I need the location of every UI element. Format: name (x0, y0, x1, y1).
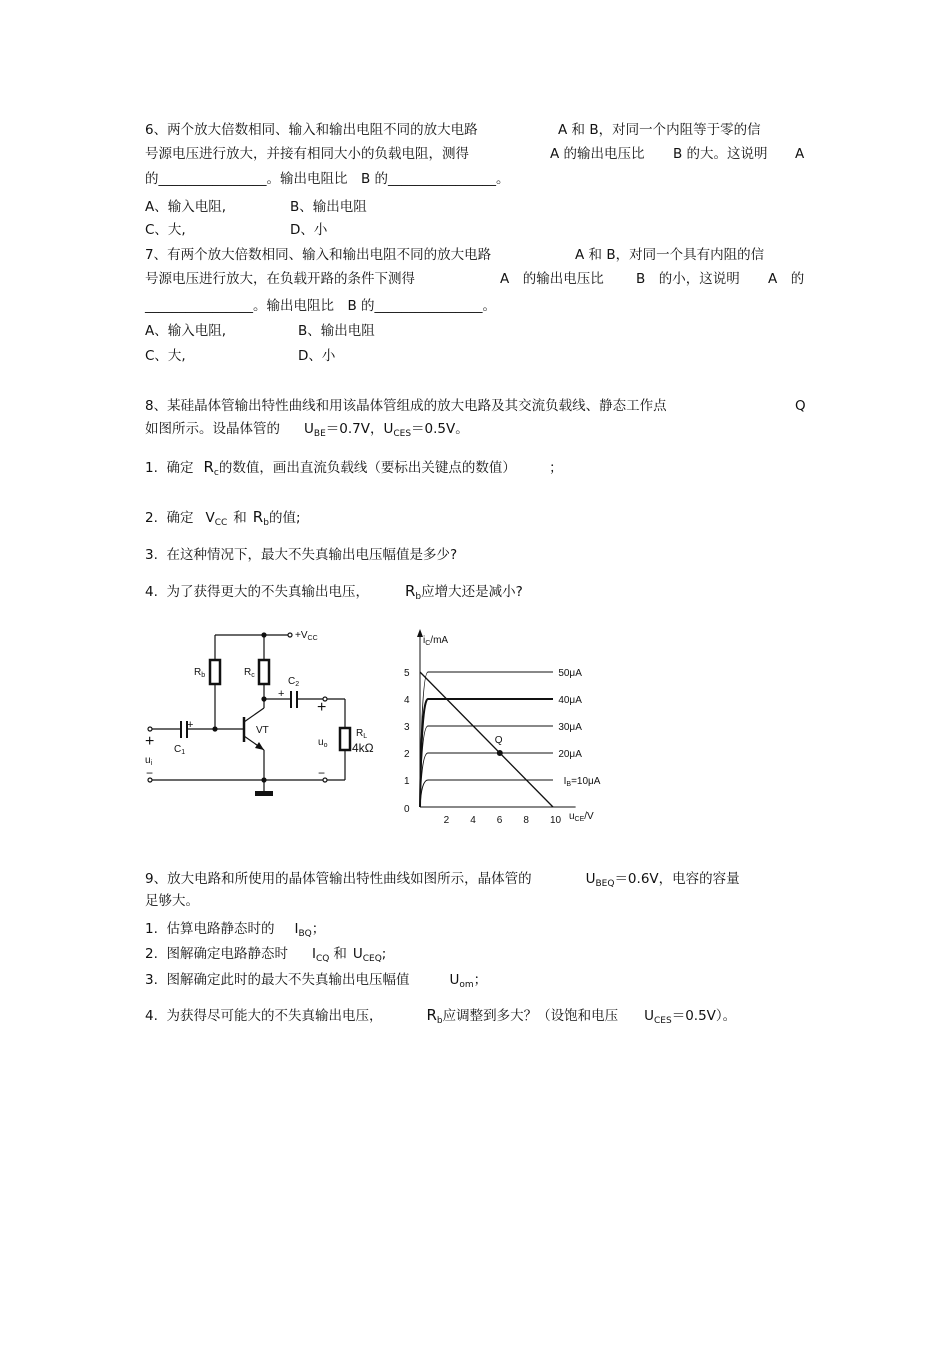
q8-ube-sub: BE (313, 429, 326, 439)
q9-item1-end: ； (311, 921, 326, 937)
vt-label: VT (256, 725, 269, 736)
vcc-label: +V (295, 630, 308, 641)
q8-line1: 8、某硅晶体管输出特性曲线和用该晶体管组成的放大电路及其交流负载线、静态工作点 (145, 398, 667, 414)
x-tick-label-4-part-0: 10 (550, 815, 562, 826)
ib-curve-label-1-part-0: 20μA (558, 749, 582, 760)
q8-item2-r: R (252, 508, 264, 526)
q9-item4 (145, 1006, 736, 1030)
svg-text:RL (356, 728, 367, 740)
ib-curve-0 (420, 780, 553, 807)
x-tick-label-0 (444, 815, 450, 826)
output-plus-sign: + (317, 699, 327, 716)
q9-item3-lead: 3. 图解确定此时的最大不失真输出电压幅值 (145, 972, 410, 988)
q7-option-a: A、输入电阻, (145, 323, 227, 339)
q8-item1-text: 的数值，画出直流负载线（要标出关键点的数值） (218, 460, 510, 476)
q8-item2-text: 的值; (268, 510, 301, 526)
origin-label (404, 804, 410, 815)
ib-curve-2 (420, 726, 553, 807)
ib-curve-label-2-part-0: 30μA (558, 722, 582, 733)
q9-uces-sub: CES (654, 1016, 672, 1026)
q7-line1: 7、有两个放大倍数相同、输入和输出电阻不同的放大电路 (145, 247, 492, 263)
q8-uces-sub: CES (393, 429, 412, 439)
output-characteristics-chart (395, 625, 640, 830)
y-axis-label-part-1: C (425, 640, 431, 647)
x-tick-label-3-part-0: 8 (523, 815, 529, 826)
amplifier-circuit (140, 622, 390, 802)
svg-text:uo (318, 737, 328, 749)
y-tick-label-3-part-0: 4 (404, 695, 410, 706)
q7-line2d: A 的 (768, 271, 805, 287)
q8-line2 (145, 420, 469, 443)
y-tick-label-3 (404, 695, 410, 706)
q9-item1 (145, 920, 325, 943)
q6-option-b: B、输出电阻 (290, 199, 367, 215)
q6-option-d: D、小 (290, 222, 328, 238)
ib-curve-label-2 (558, 722, 582, 733)
q6-line2b: A 的输出电压比 (550, 146, 645, 162)
c1-plus-sign: + (187, 719, 194, 731)
q6-line2: 号源电压进行放大，并接有相同大小的负载电阻，测得 (145, 146, 469, 162)
ac-load-line (420, 672, 553, 807)
x-tick-label-1 (470, 815, 476, 826)
q8-item2 (145, 508, 301, 532)
ib-curve-label-3-part-0: 40μA (558, 695, 582, 706)
q9-item4-r: R (426, 1006, 437, 1024)
svg-text:Rb (194, 667, 205, 679)
x-axis-label-part-2: /V (584, 811, 594, 822)
q8-item4-r: R (404, 582, 416, 600)
q9-icq-sub: CQ (315, 954, 330, 964)
q8-item4-rsub: b (415, 592, 422, 602)
q9-item2-end: ; (381, 946, 387, 962)
q9-ibq: I (294, 921, 299, 937)
q9-item1-lead: 1. 估算电路静态时的 (145, 921, 275, 937)
q7-option-c: C、大, (145, 348, 186, 364)
q8-item4-text: 应增大还是减小? (421, 584, 523, 600)
q7-option-b: B、输出电阻 (298, 323, 375, 339)
x-axis-label (569, 811, 594, 823)
ib-curve-label-0-part-2: =10μA (571, 776, 601, 787)
q8-line1b: Q (795, 398, 806, 414)
ib-curve-label-1 (558, 749, 582, 760)
input-minus-sign: − (146, 766, 154, 780)
rc-label: R (244, 667, 252, 678)
q9-uom: U (449, 972, 460, 988)
rb-label-sub: b (201, 672, 206, 679)
q9-line1-tail: ＝0.6V，电容的容量 (614, 871, 740, 887)
q9-ibq-sub: BQ (298, 929, 312, 939)
input-plus-sign: + (145, 733, 155, 750)
q6-line1b: A 和 B，对同一个内阻等于零的信 (558, 122, 761, 138)
svg-text:Rc (244, 667, 255, 679)
c1-label: C (174, 744, 182, 755)
q8-ube-symbol: U (304, 421, 314, 437)
c2-plus-sign: + (278, 688, 285, 700)
q9-line1-text: 9、放大电路和所使用的晶体管输出特性曲线如图所示，晶体管的 (145, 871, 532, 887)
ib-curve-label-4 (558, 668, 582, 679)
q9-item4-text: 应调整到多大？（设饱和电压 (442, 1008, 619, 1024)
q8-item2-rsub: b (263, 518, 269, 528)
rl-label: R (356, 728, 364, 739)
q9-line1 (145, 870, 740, 893)
ui-label-sub: i (150, 760, 153, 767)
q7-line3: ________________。输出电阻比 B 的________________。 (145, 298, 497, 314)
q8-item1 (145, 458, 563, 482)
q9-uces: U (644, 1008, 655, 1024)
q8-item4 (145, 582, 523, 606)
rc-label-sub: c (251, 672, 255, 679)
q8-ucem: ＝0.7V，U (325, 421, 394, 437)
ib-curve-label-3 (558, 695, 582, 706)
y-tick-label-4 (404, 668, 410, 679)
q6-line2c: B 的大。这说明 (673, 146, 768, 162)
x-axis-label-part-1: CE (574, 816, 585, 823)
q6-line3: 的________________。输出电阻比 B 的________________。 (145, 171, 510, 187)
q9-uceq: U (352, 946, 363, 962)
q9-item4-tail: ＝0.5V）。 (671, 1008, 737, 1024)
y-tick-label-4-part-0: 5 (404, 668, 410, 679)
q9-ubeq: U (585, 871, 596, 887)
q6-option-c: C、大, (145, 222, 186, 238)
y-axis-label-part-0: i (423, 635, 426, 646)
q8-item2-v: V (205, 510, 215, 526)
c2-label-sub: 2 (295, 681, 300, 688)
c2-label: C (288, 676, 296, 687)
q7-line1b: A 和 B，对同一个具有内阻的信 (575, 247, 765, 263)
y-tick-label-2 (404, 722, 410, 733)
x-tick-label-1-part-0: 4 (470, 815, 476, 826)
q9-ubeq-sub: BEQ (595, 879, 615, 889)
q9-item3 (145, 971, 487, 994)
x-tick-label-2-part-0: 6 (496, 815, 503, 826)
rb-label: R (194, 667, 202, 678)
c1-label-sub: 1 (181, 749, 186, 756)
q9-uceq-sub: CEQ (362, 954, 382, 964)
q6-line1 (145, 121, 478, 139)
x-axis-label-part-0: u (568, 811, 575, 822)
chart-labels (404, 635, 601, 826)
svg-text:C1 (174, 744, 185, 756)
ib-curve-label-0 (564, 776, 601, 788)
ib-curve-label-0-part-0: I (563, 776, 567, 787)
q7-line2b: A 的输出电压比 (500, 271, 604, 287)
y-axis-label (423, 635, 448, 647)
svg-text:C2 (288, 676, 299, 688)
q8-item2-vsub: CC (214, 518, 228, 528)
q9-uom-sub: om (459, 980, 474, 990)
q7-option-d: D、小 (298, 348, 336, 364)
x-tick-label-0-part-0: 2 (443, 815, 450, 826)
q9-item2-lead: 2. 图解确定电路静态时 (145, 946, 288, 962)
ib-curve-label-4-part-0: 50μA (558, 668, 582, 679)
q-point-marker (497, 750, 503, 756)
rl-label-sub: L (363, 733, 368, 740)
q9-item2 (145, 945, 386, 968)
q8-ube (304, 421, 326, 437)
svg-text:+VCC (295, 630, 318, 642)
q8-item1-rsub: c (213, 468, 219, 478)
q8-item1-r: R (203, 458, 214, 476)
uo-label-sub: o (323, 742, 328, 749)
q6-line2d: A (795, 146, 805, 162)
q9-item3-end: ； (473, 972, 488, 988)
uo-label: u (318, 737, 324, 748)
q8-item1-end: ； (549, 460, 563, 476)
q9-line2: 足够大。 (145, 893, 199, 909)
q7-line2: 号源电压进行放大，在负载开路的条件下测得 (145, 271, 415, 287)
q8-item1-lead: 1. 确定 (145, 460, 194, 476)
q8-uces-value: ＝0.5V。 (411, 421, 469, 437)
q9-item4-lead: 4. 为获得尽可能大的不失真输出电压， (145, 1008, 383, 1024)
y-tick-label-1 (404, 749, 410, 760)
q8-item3: 3. 在这种情况下，最大不失真输出电压幅值是多少? (145, 547, 458, 563)
q8-item2-and: 和 (233, 510, 247, 526)
q6-option-a: A、输入电阻, (145, 199, 227, 215)
q9-icq: I (311, 946, 316, 962)
ib-curve-label-0-part-1: B (566, 781, 572, 788)
q-point-label-part-0: Q (494, 735, 503, 746)
y-tick-label-2-part-0: 3 (404, 722, 410, 733)
q7-line2c: B 的小，这说明 (636, 271, 740, 287)
y-tick-label-0 (404, 776, 410, 787)
x-tick-label-3 (523, 815, 529, 826)
x-tick-label-2 (497, 815, 503, 826)
x-tick-label-4 (550, 815, 562, 826)
vcc-label-sub: CC (307, 635, 318, 642)
q-point-label (495, 735, 503, 746)
output-minus-sign: − (318, 766, 326, 780)
q9-item2-and: 和 (333, 946, 347, 962)
q8-line2-text: 如图所示。设晶体管的 (145, 421, 280, 437)
origin-label-part-0: 0 (404, 804, 410, 815)
chart-curves (420, 672, 553, 807)
q8-item4-lead: 4. 为了获得更大的不失真输出电压， (145, 584, 369, 600)
q6-text: 6、两个放大倍数相同、输入和输出电阻不同的放大电路 (145, 122, 478, 138)
q9-item4-rsub: b (436, 1016, 443, 1026)
ui-label: u (145, 755, 151, 766)
y-tick-label-0-part-0: 1 (404, 776, 410, 787)
q8-item2-lead: 2. 确定 (145, 510, 194, 526)
y-tick-label-1-part-0: 2 (404, 749, 410, 760)
rl-value: 4kΩ (352, 741, 374, 755)
y-axis-label-part-2: /mA (430, 635, 449, 646)
